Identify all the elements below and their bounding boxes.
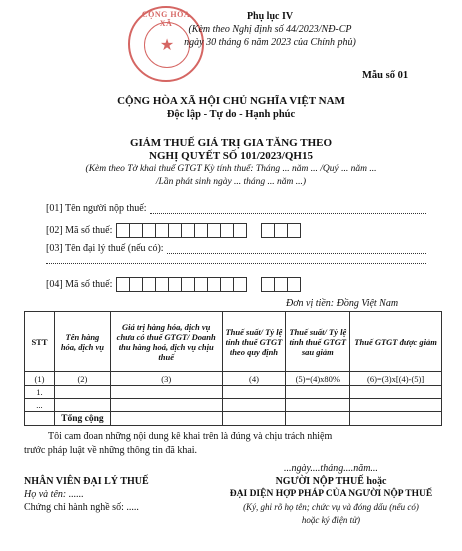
tax-code-suffix-boxes[interactable] [261, 223, 301, 238]
table-cell[interactable] [286, 386, 350, 399]
field-04-label: [04] Mã số thuế: [46, 279, 113, 290]
signer-note2: hoặc ký điện tử) [301, 515, 361, 525]
appendix-line1: (Kèm theo Nghị định số 44/2023/NĐ-CP [188, 24, 352, 35]
row-number: ... [25, 399, 55, 412]
field-taxpayer-name [46, 203, 426, 214]
index-cell: (2) [54, 372, 110, 386]
signer-note1: (Ký, ghi rõ họ tên; chức vụ và đóng dấu (nếu có) [243, 502, 419, 512]
title-line1: GIẢM THUẾ GIÁ TRỊ GIA TĂNG THEO [129, 137, 333, 149]
table-cell[interactable] [286, 412, 350, 426]
index-cell: (5)=(4)x80% [286, 372, 350, 386]
signer-title2: ĐẠI DIỆN HỢP PHÁP CỦA NGƯỜI NỘP THUẾ [229, 489, 433, 499]
table-cell[interactable] [54, 386, 110, 399]
index-cell: (6)=(3)x[(4)-(5)] [350, 372, 442, 386]
field-01-label: [01] Tên người nộp thuế: [46, 203, 147, 214]
agent-title: NHÂN VIÊN ĐẠI LÝ THUẾ [24, 476, 149, 487]
field-03-label: [03] Tên đại lý thuế (nếu có): [46, 243, 164, 254]
table-cell[interactable] [110, 412, 222, 426]
signer-title1: NGƯỜI NỘP THUẾ hoặc [275, 476, 387, 487]
table-cell[interactable] [110, 386, 222, 399]
header-stt: STT [25, 312, 55, 372]
table-index-row [25, 372, 442, 386]
index-cell: (1) [25, 372, 55, 386]
tax-code-boxes[interactable] [116, 223, 247, 238]
signer-block [200, 462, 462, 527]
field-02-label: [02] Mã số thuế: [46, 225, 113, 236]
table-cell[interactable] [350, 386, 442, 399]
nation-line2: Độc lập - Tự do - Hạnh phúc [166, 109, 296, 120]
index-cell: (4) [222, 372, 286, 386]
nation-header [0, 94, 462, 122]
form-number: Mẫu số 01 [362, 70, 409, 81]
field-agent-tax-code [46, 277, 301, 292]
field-01-input[interactable] [150, 203, 426, 214]
appendix-line2: ngày 30 tháng 6 năm 2023 của Chính phủ) [184, 37, 356, 48]
field-03-input[interactable] [167, 243, 426, 254]
table-cell[interactable] [54, 399, 110, 412]
table-cell[interactable] [110, 399, 222, 412]
appendix-header [150, 10, 390, 49]
tax-reduction-table [24, 311, 442, 426]
nation-line1: CỘNG HÒA XÃ HỘI CHỦ NGHĨA VIỆT NAM [117, 95, 345, 107]
agent-name: Họ và tên: ...... [24, 489, 84, 500]
seal-text: CỘNG HÒA XÃ [141, 10, 191, 28]
table-cell[interactable] [350, 399, 442, 412]
table-cell[interactable] [222, 412, 286, 426]
header-rate-reduced: Thuế suất/ Tỷ lệ tính thuế GTGT sau giảm [286, 312, 350, 372]
title-sub2: /Lần phát sinh ngày ... tháng ... năm ...) [155, 177, 307, 187]
agent-tax-code-boxes[interactable] [116, 277, 247, 292]
table-row [25, 386, 442, 399]
table-cell[interactable] [222, 399, 286, 412]
declaration-line1: Tôi cam đoan những nội dung kê khai trên là đúng và chịu trách nhiệm [48, 431, 333, 442]
appendix-title: Phụ lục IV [246, 11, 294, 22]
table-header-row [25, 312, 442, 372]
field-tax-code [46, 223, 301, 238]
title-line2: NGHỊ QUYẾT SỐ 101/2023/QH15 [149, 150, 313, 162]
table-total-row [25, 412, 442, 426]
title-sub1: (Kèm theo Tờ khai thuế GTGT Kỳ tính thuế: Tháng ... năm ... /Quý ... năm ... [85, 164, 377, 174]
declaration-line2: trước pháp luật về những thông tin đã khai. [24, 445, 198, 456]
table-row [25, 399, 442, 412]
currency-unit: Đơn vị tiền: Đồng Việt Nam [286, 298, 399, 309]
table-cell[interactable] [222, 386, 286, 399]
row-number: 1. [25, 386, 55, 399]
agent-block [24, 475, 204, 514]
document-title [0, 137, 462, 189]
agent-tax-code-suffix-boxes[interactable] [261, 277, 301, 292]
header-tax-reduced: Thuế GTGT được giảm [350, 312, 442, 372]
header-goods-value: Giá trị hàng hóa, dịch vụ chưa có thuế GTGT/ Doanh thu hàng hoá, dịch vụ chịu thuế [110, 312, 222, 372]
declaration [24, 430, 442, 458]
star-icon: ★ [144, 22, 190, 68]
header-rate-regular: Thuế suất/ Tỷ lệ tính thuế GTGT theo quy định [222, 312, 286, 372]
index-cell: (3) [110, 372, 222, 386]
agent-cert: Chứng chỉ hành nghề số: ..... [24, 502, 139, 513]
table-cell [25, 412, 55, 426]
table-cell[interactable] [286, 399, 350, 412]
field-agent-name [46, 243, 426, 254]
field-03-continuation[interactable] [46, 262, 426, 264]
table-cell[interactable] [350, 412, 442, 426]
total-label: Tổng cộng [54, 412, 110, 426]
header-goods-name: Tên hàng hóa, dịch vụ [54, 312, 110, 372]
signer-date: ...ngày....tháng....năm... [284, 463, 378, 474]
